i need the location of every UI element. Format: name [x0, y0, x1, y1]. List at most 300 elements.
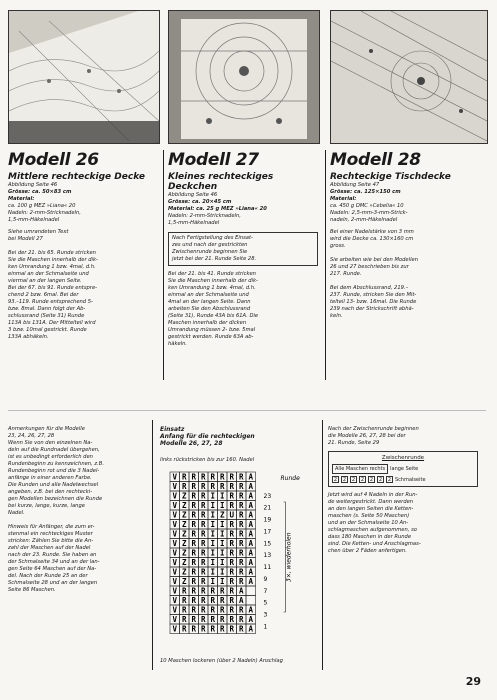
- stitch-symbol: R: [200, 529, 206, 539]
- body-line: Sie die Maschen innerhalb der dik-: [8, 257, 98, 263]
- stitch-symbol: I: [219, 501, 225, 510]
- right-body-line: chen über 2 Fäden anfertigen.: [328, 548, 407, 554]
- body-line: einmal an der Schmalseite und: [8, 271, 89, 277]
- row-number: 23: [263, 492, 272, 500]
- stitch-symbol: Z: [181, 529, 187, 539]
- stitch-symbol: R: [200, 510, 206, 520]
- legend-stitch-cell: 2: [360, 476, 365, 483]
- info-line: ca. 100 g MEZ »Liana« 20: [8, 203, 76, 209]
- legend-stitch-cell: 2: [387, 476, 392, 483]
- stitch-symbol: R: [238, 501, 244, 510]
- info-line: nadeln, 2-mm-Häkelnadel: [330, 217, 398, 223]
- stitch-symbol: V: [172, 539, 178, 548]
- stitch-symbol: R: [181, 472, 187, 482]
- lace-doily-image-26: [9, 11, 159, 143]
- stitch-symbol: A: [248, 577, 254, 586]
- stitch-symbol: R: [191, 501, 197, 510]
- stitch-symbol: A: [248, 558, 254, 567]
- column-divider: [322, 420, 323, 670]
- stitch-symbol: I: [219, 520, 225, 529]
- row-number: 19: [263, 516, 272, 524]
- stitch-symbol: V: [172, 529, 178, 539]
- notes-heading: Anmerkungen für die Modelle: [8, 426, 85, 432]
- body-line: [8, 243, 158, 250]
- body-line: 3 bzw. 10mal gestrickt. Runde: [8, 327, 87, 333]
- stitch-symbol: R: [238, 529, 244, 539]
- stitch-symbol: R: [238, 491, 244, 501]
- notes-heading: 23, 24, 26, 27, 28: [8, 433, 55, 439]
- stitch-symbol: Z: [181, 520, 187, 529]
- boxed-line: Nach Fertigstellung des Einsat-: [172, 235, 253, 241]
- stitch-symbol: R: [238, 510, 244, 520]
- chart-title: Modelle 26, 27, 28: [160, 440, 223, 447]
- stitch-symbol: R: [200, 596, 206, 605]
- stitch-symbol: I: [219, 558, 225, 567]
- body-line: einmal an der Schmalseite und: [168, 292, 249, 298]
- stitch-symbol: R: [191, 596, 197, 605]
- row-number: 13: [263, 552, 272, 560]
- notes-line: anfänge in einer anderen Farbe.: [8, 475, 92, 481]
- body-line: telteil 13- bzw. 16mal. Die Runde: [330, 299, 417, 305]
- legend-stitch-cell: 2: [378, 476, 383, 483]
- modell-27-column: [168, 150, 318, 348]
- notes-line: ist es unbedingt erforderlich den: [8, 454, 93, 460]
- body-line: 237. Runde, stricken Sie den Mit-: [330, 292, 417, 298]
- notes-line: bei kurze, lange, kurze, lange: [8, 503, 85, 509]
- stitch-symbol: R: [229, 624, 235, 634]
- stitch-symbol: V: [172, 482, 178, 491]
- body-line: häkeln.: [168, 341, 188, 347]
- notes-line: Rundenbeginn rot und die 3 Nadel-: [8, 468, 100, 474]
- stitch-symbol: I: [210, 548, 216, 558]
- right-body-line: maschen (s. Seite 50 Maschen): [328, 513, 410, 519]
- stitch-symbol: R: [229, 520, 235, 529]
- stitch-symbol: V: [172, 624, 178, 634]
- row-number: 1: [263, 623, 268, 631]
- stitch-symbol: Z: [181, 548, 187, 558]
- notes-line: Seite 86 Maschen.: [8, 587, 56, 593]
- stitch-symbol: V: [172, 501, 178, 510]
- stitch-symbol: Z: [181, 558, 187, 567]
- stitch-symbol: R: [200, 624, 206, 634]
- stitch-symbol: R: [191, 510, 197, 520]
- stitch-symbol: R: [219, 605, 225, 615]
- body-line: [330, 278, 486, 285]
- body-line: 239 nach der Strickschrift abhä-: [330, 306, 414, 312]
- lace-tablecloth-image-28: [331, 11, 487, 143]
- notes-line: Wenn Sie von den einzelnen Na-: [8, 440, 93, 446]
- body-line: schlussrand (Seite 31) Runde: [8, 313, 85, 319]
- right-body-line: an den langen Seiten die Ketten-: [328, 506, 414, 512]
- modell-26-title: Modell 26: [8, 150, 99, 170]
- info-line: Material: ca. 25 g MEZ »Liana« 20: [168, 206, 267, 212]
- stitch-symbol: R: [181, 596, 187, 605]
- legend-label-long: lange Seite: [390, 466, 419, 472]
- info-line: Nadeln: 2-mm-Stricknadeln,: [168, 213, 241, 219]
- row-number: 15: [263, 540, 272, 548]
- body-line: Bei einer Nadelstärke von 3 mm: [330, 229, 414, 235]
- stitch-symbol: A: [248, 605, 254, 615]
- modell-26-body: [8, 229, 158, 341]
- stitch-symbol: R: [191, 624, 197, 634]
- stitch-symbol: R: [229, 472, 235, 482]
- stitch-symbol: Z: [181, 539, 187, 548]
- stitch-symbol: Z: [181, 501, 187, 510]
- stitch-symbol: V: [172, 548, 178, 558]
- body-line: keln.: [330, 313, 343, 319]
- modell-27-subtitle: Kleines rechteckiges Deckchen: [168, 172, 274, 192]
- stitch-symbol: R: [210, 615, 216, 624]
- notes-line: del. Nach der Runde 25 an der: [8, 573, 88, 579]
- stitch-symbol: I: [210, 520, 216, 529]
- info-line: 1,5-mm-Häkelnadel: [8, 217, 60, 223]
- stitch-symbol: R: [200, 567, 206, 577]
- stitch-symbol: R: [210, 605, 216, 615]
- stitch-symbol: R: [210, 472, 216, 482]
- stitch-symbol: Z: [181, 510, 187, 520]
- stitch-symbol: A: [248, 624, 254, 634]
- modell-28-body: [330, 229, 486, 320]
- column-divider: [163, 150, 164, 380]
- stitch-symbol: R: [219, 615, 225, 624]
- stitch-symbol: I: [210, 558, 216, 567]
- right-body-line: sind. Die Ketten- und Anschlagmas-: [328, 541, 421, 547]
- body-line: 26 und 27 beschrieben bis zur: [330, 264, 409, 270]
- stitch-symbol: R: [229, 615, 235, 624]
- stitch-symbol: R: [238, 558, 244, 567]
- notes-line: der Schmalseite 34 und an der lan-: [8, 559, 100, 565]
- stitch-symbol: A: [248, 491, 254, 501]
- stitch-symbol: R: [191, 567, 197, 577]
- stitch-symbol: Z: [219, 510, 225, 520]
- boxed-line: zes und nach der gestrickten: [172, 242, 248, 248]
- row-number: 3: [263, 611, 268, 619]
- stitch-symbol: V: [172, 491, 178, 501]
- notes-line: zahl der Maschen auf der Nadel: [8, 545, 91, 551]
- modell-26-info: [8, 182, 158, 224]
- stitch-symbol: R: [181, 615, 187, 624]
- notes-line: [8, 517, 148, 524]
- stitch-symbol: R: [238, 548, 244, 558]
- stitch-symbol: R: [229, 491, 235, 501]
- legend-cell-all-right: Alle Maschen rechts: [332, 464, 388, 474]
- notes-line: Die Runden und alle Nadelwechsel: [8, 482, 99, 488]
- stitch-symbol: I: [219, 491, 225, 501]
- legend-stitch-cell: 2: [342, 476, 347, 483]
- runde-label: Runde: [280, 475, 300, 482]
- body-line: Sie arbeiten wie bei den Modellen: [330, 257, 418, 263]
- stitch-symbol: R: [200, 539, 206, 548]
- stitch-symbol: R: [229, 501, 235, 510]
- stitch-symbol: A: [248, 529, 254, 539]
- legend-stitch-cell: 2: [333, 476, 338, 483]
- notes-left-column: [8, 426, 148, 594]
- right-body-line: und an der Schmalseite 10 An-: [328, 520, 409, 526]
- right-top-line: Nach der Zwischenrunde beginnen: [328, 426, 419, 432]
- info-line: ca. 450 g DMC »Cebelia« 10: [330, 203, 404, 209]
- column-divider: [152, 420, 153, 670]
- stitch-symbol: V: [172, 567, 178, 577]
- stitch-symbol: R: [191, 558, 197, 567]
- notes-line: Schmalseite 28 und an der langen: [8, 580, 98, 586]
- stitch-symbol: R: [191, 491, 197, 501]
- stitch-symbol: R: [229, 529, 235, 539]
- boxed-line: jetzt bei der 21. Runde Seite 28.: [172, 256, 257, 262]
- modell-27-body: [168, 271, 318, 348]
- modell-27-title: Modell 27: [168, 150, 259, 170]
- body-line: 133A abhäkeln.: [8, 334, 49, 340]
- stitch-symbol: I: [210, 491, 216, 501]
- stitch-symbol: I: [219, 577, 225, 586]
- legend-row-long: [332, 464, 474, 474]
- stitch-symbol: I: [210, 529, 216, 539]
- body-line: ken Umrandung 1 bzw. 4mal, d.h.: [168, 285, 256, 291]
- stitch-grid-cell: [246, 586, 256, 596]
- stitch-symbol: R: [238, 624, 244, 634]
- stitch-symbol: R: [238, 472, 244, 482]
- stitch-symbol: I: [210, 510, 216, 520]
- notes-line: stricken: Zählen Sie bitte die An-: [8, 538, 94, 544]
- stitch-symbol: V: [172, 472, 178, 482]
- info-line: Grösse: ca. 125×150 cm: [330, 189, 401, 195]
- modell-27-info: [168, 192, 318, 227]
- stitch-symbol: R: [229, 482, 235, 491]
- stitch-symbol: V: [172, 586, 178, 596]
- stitch-symbol: R: [200, 472, 206, 482]
- info-line: Nadeln: 2-mm-Stricknadeln,: [8, 210, 81, 216]
- stitch-symbol: R: [219, 482, 225, 491]
- modell-28-subtitle: Rechteckige Tischdecke: [330, 172, 451, 182]
- modell-27-boxed-note: [168, 232, 318, 266]
- row-number: 7: [263, 587, 268, 595]
- stitch-symbol: I: [219, 529, 225, 539]
- body-line: Bei der 67. bis 91. Runde entspre-: [8, 285, 98, 291]
- body-line: bei Modell 27: [8, 236, 43, 242]
- stitch-symbol: R: [229, 577, 235, 586]
- right-top-line: die Modelle 26, 27, 28 bei der: [328, 433, 406, 439]
- body-line: (Seite 31), Runde 43A bis 61A. Die: [168, 313, 259, 319]
- stitch-symbol: I: [210, 567, 216, 577]
- body-line: wird die Decke ca. 130×160 cm: [330, 236, 414, 242]
- stitch-symbol: I: [210, 539, 216, 548]
- right-body-line: Jetzt wird auf 4 Nadeln in der Run-: [328, 492, 418, 498]
- body-line: gestrickt werden. Runde 63A ab-: [168, 334, 254, 340]
- repeat-bracket: [284, 502, 286, 612]
- stitch-symbol: R: [210, 482, 216, 491]
- stitch-symbol: I: [210, 577, 216, 586]
- stitch-symbol: Z: [181, 577, 187, 586]
- stitch-symbol: U: [229, 510, 235, 520]
- body-line: [330, 250, 486, 257]
- stitch-symbol: R: [191, 472, 197, 482]
- stitch-symbol: R: [191, 615, 197, 624]
- stitch-symbol: R: [210, 586, 216, 596]
- stitch-symbol: A: [248, 520, 254, 529]
- stitch-symbol: R: [229, 539, 235, 548]
- stitch-symbol: V: [172, 510, 178, 520]
- repeat-label: 3×, wiederholen: [285, 532, 293, 582]
- stitch-symbol: R: [229, 548, 235, 558]
- body-line: gross.: [330, 243, 346, 249]
- notes-line: gen Modellen bezeichnen die Runde: [8, 496, 103, 502]
- legend-stitch-cell: 2: [351, 476, 356, 483]
- stitch-symbol: R: [200, 586, 206, 596]
- stitch-symbol: Z: [181, 567, 187, 577]
- body-line: bzw. 8mal. Dann folgt der Ab-: [8, 306, 86, 312]
- legend-box: [328, 451, 478, 487]
- notes-line: nach der 23. Runde. Sie haben an: [8, 552, 97, 558]
- photo-modell-28: [330, 10, 488, 144]
- stitch-symbol: R: [191, 548, 197, 558]
- stitch-symbol: R: [219, 472, 225, 482]
- section-divider: [8, 410, 486, 411]
- stitch-symbol: R: [229, 567, 235, 577]
- stitch-symbol: R: [210, 624, 216, 634]
- stitch-symbol: R: [191, 482, 197, 491]
- modell-26-column: [8, 150, 158, 341]
- stitch-symbol: R: [191, 529, 197, 539]
- body-line: Bei dem Abschlussrand, 219.–: [330, 285, 409, 291]
- stitch-symbol: R: [238, 577, 244, 586]
- right-body-line: dass 180 Maschen in der Runde: [328, 534, 412, 540]
- stitch-symbol: R: [229, 586, 235, 596]
- body-line: Bei der 21. bis 65. Runde stricken: [8, 250, 96, 256]
- legend-label-short: Schmalseite: [395, 476, 426, 483]
- notes-line: deln auf die Rundnadel übergehen,: [8, 447, 100, 453]
- stitch-symbol: R: [200, 491, 206, 501]
- chart-footer: 10 Maschen lockeren (über 2 Nadeln) Anschlag: [160, 658, 283, 664]
- body-line: viermal an der langen Seite.: [8, 278, 82, 284]
- info-line: 1,5-mm-Häkelnadel: [168, 220, 220, 226]
- body-line: Siehe umrandeten Text: [8, 229, 69, 235]
- stitch-symbol: R: [200, 577, 206, 586]
- stitch-symbol: A: [238, 586, 244, 596]
- stitch-symbol: A: [248, 567, 254, 577]
- stitch-symbol: A: [248, 501, 254, 510]
- notes-line: stenmal ein rechteckiges Muster: [8, 531, 93, 537]
- right-top-line: 21. Runde, Seite 29: [328, 440, 380, 446]
- stitch-symbol: A: [248, 482, 254, 491]
- page-number: 29: [465, 675, 481, 688]
- info-line: Abbildung Seite 47: [330, 182, 380, 188]
- row-number: 5: [263, 599, 268, 607]
- info-line: Nadeln: 2,5-mm-3-mm-Strick-: [330, 210, 408, 216]
- row-number: 9: [263, 575, 268, 583]
- stitch-symbol: A: [248, 472, 254, 482]
- stitch-symbol: R: [200, 615, 206, 624]
- stitch-symbol: R: [181, 605, 187, 615]
- right-body-line: schlagmaschen aufgenommen, so: [328, 527, 417, 533]
- stitch-symbol: Z: [181, 491, 187, 501]
- legend-title: Zwischenrunde: [381, 455, 425, 461]
- info-line: Abbildung Seite 46: [168, 192, 218, 198]
- row-number: 11: [263, 564, 272, 571]
- chart-title: Einsatz: [160, 426, 185, 433]
- stitch-symbol: I: [219, 539, 225, 548]
- notes-line: gen Seite 64 Maschen auf der Na-: [8, 566, 97, 572]
- stitch-symbol: R: [181, 586, 187, 596]
- chart-title: Anfang für die rechteckigen: [160, 433, 255, 440]
- stitch-symbol: R: [181, 624, 187, 634]
- stitch-symbol: R: [219, 624, 225, 634]
- stitch-symbol: R: [200, 482, 206, 491]
- stitch-symbol: R: [191, 520, 197, 529]
- modell-28-column: [330, 150, 486, 320]
- stitch-symbol: R: [191, 539, 197, 548]
- stitch-symbol: R: [191, 577, 197, 586]
- stitch-symbol: R: [200, 501, 206, 510]
- stitch-symbol: R: [238, 520, 244, 529]
- body-line: Maschen innerhalb der dicken: [168, 320, 247, 326]
- stitch-symbol: A: [248, 548, 254, 558]
- stitch-symbol: I: [219, 567, 225, 577]
- stitch-symbol: R: [219, 596, 225, 605]
- body-line: Bei der 21. bis 41. Runde stricken: [168, 271, 256, 277]
- info-line: Material:: [8, 196, 35, 202]
- stitch-symbol: R: [229, 605, 235, 615]
- stitch-symbol: V: [172, 615, 178, 624]
- body-line: chend 2 bzw. 6mal. Bei der: [8, 292, 79, 298]
- info-line: Material:: [330, 196, 357, 202]
- right-body-line: de weitergestrickt. Dann werden: [328, 499, 414, 505]
- stitch-symbol: V: [172, 605, 178, 615]
- stitch-symbol: R: [229, 596, 235, 605]
- stitch-symbol: R: [210, 596, 216, 605]
- stitch-symbol: R: [238, 482, 244, 491]
- stitch-grid-cell: [246, 596, 256, 606]
- lace-doily-image-27: [169, 11, 319, 143]
- notes-line: angeben, z.B. bei den rechtecki-: [8, 489, 93, 495]
- stitch-chart: [160, 468, 316, 658]
- stitch-symbol: I: [210, 501, 216, 510]
- stitch-symbol: R: [191, 605, 197, 615]
- stitch-symbol: V: [172, 596, 178, 605]
- boxed-line: Zwischenrunde beginnen Sie: [172, 249, 248, 255]
- stitch-symbol: A: [248, 510, 254, 520]
- notes-line: Nadel.: [8, 510, 25, 516]
- row-number: 17: [263, 528, 272, 536]
- stitch-symbol: V: [172, 558, 178, 567]
- stitch-symbol: R: [200, 548, 206, 558]
- notes-line: Rundenbeginn zu kennzeichnen, z.B.: [8, 461, 104, 467]
- info-line: Grösse: ca. 50×83 cm: [8, 189, 72, 195]
- stitch-symbol: V: [172, 577, 178, 586]
- stitch-symbol: R: [191, 586, 197, 596]
- body-line: ken Umrandung 1 bzw. 4mal, d.h.: [8, 264, 96, 270]
- stitch-symbol: A: [248, 615, 254, 624]
- stitch-symbol: R: [238, 615, 244, 624]
- stitch-symbol: R: [200, 520, 206, 529]
- modell-28-title: Modell 28: [330, 150, 421, 170]
- body-line: arbeiten Sie den Abschlussrand: [168, 306, 251, 312]
- photo-modell-26: [8, 10, 160, 144]
- stitch-symbol: R: [181, 482, 187, 491]
- modell-28-info: [330, 182, 486, 224]
- photo-modell-27: [168, 10, 320, 144]
- stitch-symbol: R: [200, 605, 206, 615]
- stitch-symbol: A: [238, 596, 244, 605]
- notes-line: Hinweis für Anfänger, die zum er-: [8, 524, 95, 530]
- stitch-symbol: A: [248, 539, 254, 548]
- body-line: Umrandung müssen 2- bzw. 5mal: [168, 327, 256, 333]
- stitch-symbol: I: [219, 548, 225, 558]
- body-line: 113A bis 131A. Der Mittelteil wird: [8, 320, 96, 326]
- body-line: 93.–119. Runde entsprechend 5-: [8, 299, 93, 305]
- chart-caption: links rückstricken bis zur 160. Nadel: [160, 457, 255, 463]
- notes-right-column: [328, 426, 478, 555]
- body-line: 4mal an der langen Seite. Dann: [168, 299, 251, 305]
- row-number: 21: [263, 504, 272, 512]
